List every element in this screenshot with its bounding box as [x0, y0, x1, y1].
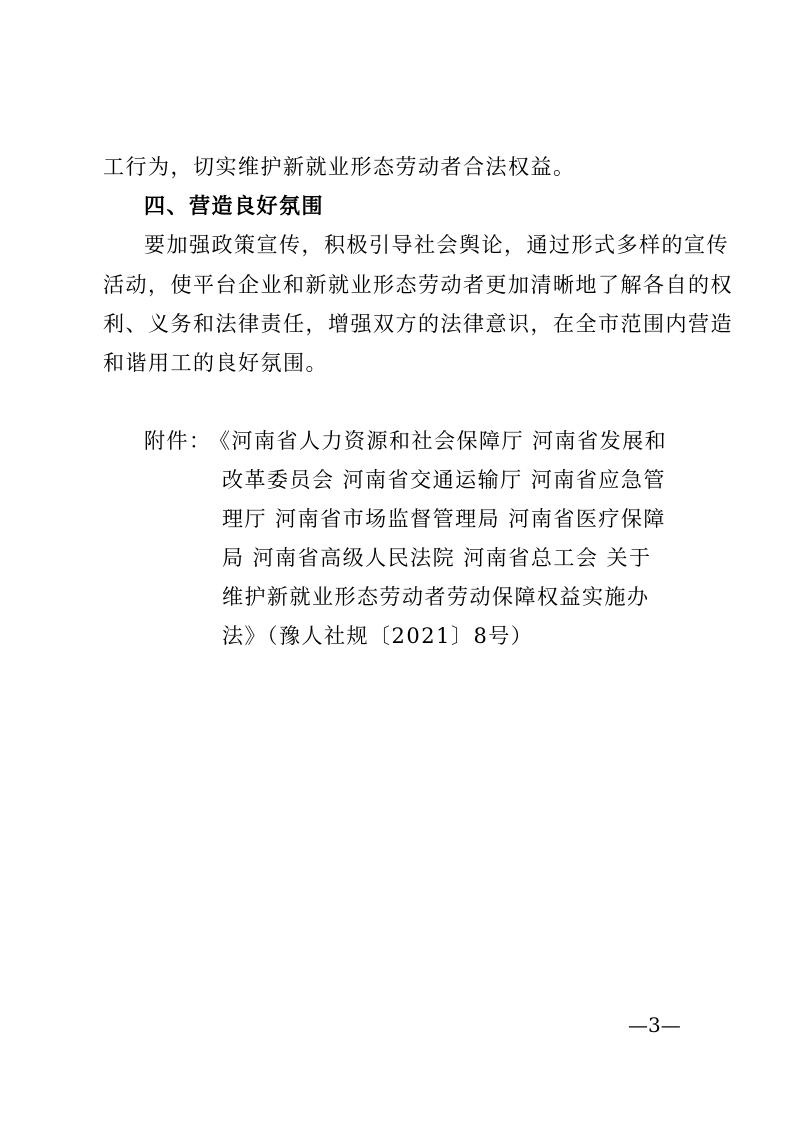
- attachment-line-4: 局 河南省高级人民法院 河南省总工会 关于: [222, 546, 652, 570]
- attachment-line-2: 改革委员会 河南省交通运输厅 河南省应急管: [222, 468, 666, 492]
- attachment-line-6: 法》（豫人社规〔2021〕8号）: [222, 624, 534, 648]
- attachment-line-3: 理厅 河南省市场监督管理局 河南省医疗保障: [222, 507, 666, 531]
- section-four-paragraph-line-4: 和谐用工的良好氛围。: [103, 351, 328, 375]
- section-four-paragraph-line-1: 要加强政策宣传，积极引导社会舆论，通过形式多样的宣传: [144, 233, 729, 257]
- continuation-line: 工行为，切实维护新就业形态劳动者合法权益。: [103, 155, 576, 179]
- page-number: —3—: [628, 1013, 681, 1037]
- section-four-heading: 四、营造良好氛围: [144, 194, 324, 218]
- attachment-line-1: 《河南省人力资源和社会保障厅 河南省发展和: [209, 429, 668, 453]
- section-four-paragraph-line-3: 利、义务和法律责任，增强双方的法律意识，在全市范围内营造: [103, 312, 733, 336]
- attachment-line-5: 维护新就业形态劳动者劳动保障权益实施办: [222, 585, 650, 609]
- section-four-paragraph-line-2: 活动，使平台企业和新就业形态劳动者更加清晰地了解各自的权: [103, 273, 733, 297]
- attachment-label: 附件：: [144, 429, 212, 453]
